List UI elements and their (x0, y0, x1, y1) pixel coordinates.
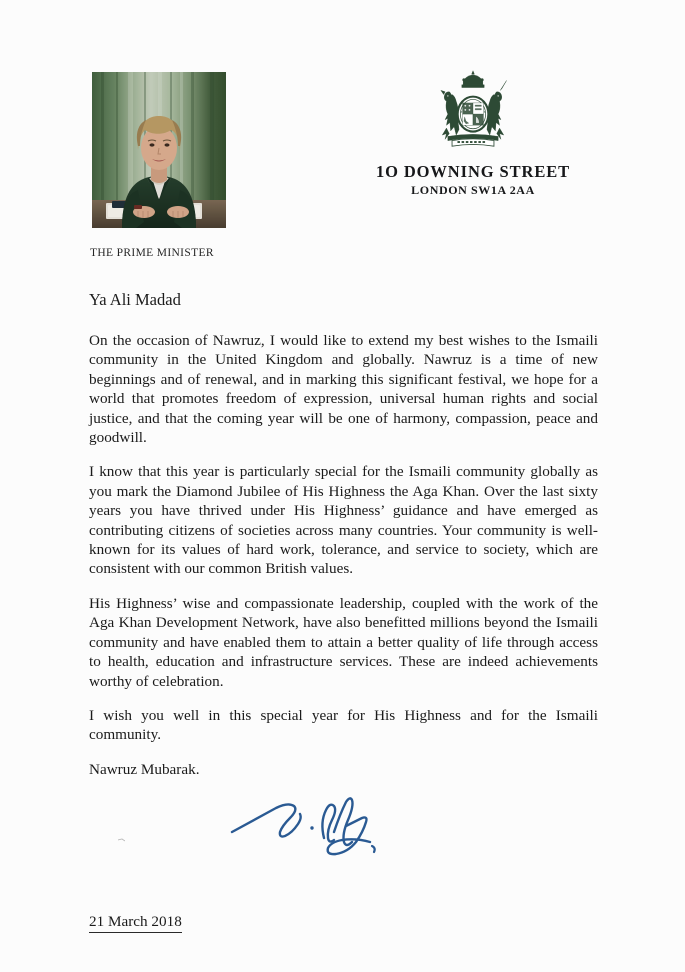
letterhead-address-line-2: LONDON SW1A 2AA (411, 183, 535, 197)
closing-line: Nawruz Mubarak. (89, 760, 200, 778)
scan-artifact-speck (118, 838, 125, 843)
letter-body (89, 290, 598, 779)
paragraph-3: His Highness’ wise and compassionate leadership, coupled with the work of the Aga Khan Development Network, have also benefitted millions beyond the Ismaili community and have enabled them to attain a better quality of life through access to health, education and infrastructure services. These are indeed achievements worthy of celebration. (89, 594, 598, 690)
royal-coat-of-arms-icon (431, 68, 515, 156)
letter-date: 21 March 2018 (89, 912, 182, 933)
salutation: Ya Ali Madad (89, 290, 181, 309)
handwritten-signature (228, 792, 388, 864)
prime-minister-portrait-photo (92, 72, 226, 228)
office-title: THE PRIME MINISTER (90, 247, 214, 259)
letterhead-address-line-1: 1O DOWNING STREET (375, 162, 571, 181)
signature-strokes (228, 792, 388, 864)
paragraph-1: On the occasion of Nawruz, I would like to extend my best wishes to the Ismaili community in the United Kingdom and globally. Nawruz is a time of new beginnings and of renewal, and in marking this significant festival, we hope for a world that promotes freedom of expression, universal human rights and social justice, and that the coming year will be one of harmony, compassion, peace and goodwill. (89, 332, 598, 447)
portrait-illustration (92, 72, 226, 228)
paragraph-4: I wish you well in this special year for His Highness and for the Ismaili community. (89, 706, 598, 744)
letterhead-crest-block (365, 68, 581, 198)
paragraph-2: I know that this year is particularly special for the Ismaili community globally as you mark the Diamond Jubilee of His Highness the Aga Khan. Over the last sixty years you have thrived under His Highness’ guidance and have emerged as contributing citizens of societies across many countries. Your community is well-known for its values of hard work, tolerance, and service to society, which are consistent with our common British values. (89, 463, 598, 578)
